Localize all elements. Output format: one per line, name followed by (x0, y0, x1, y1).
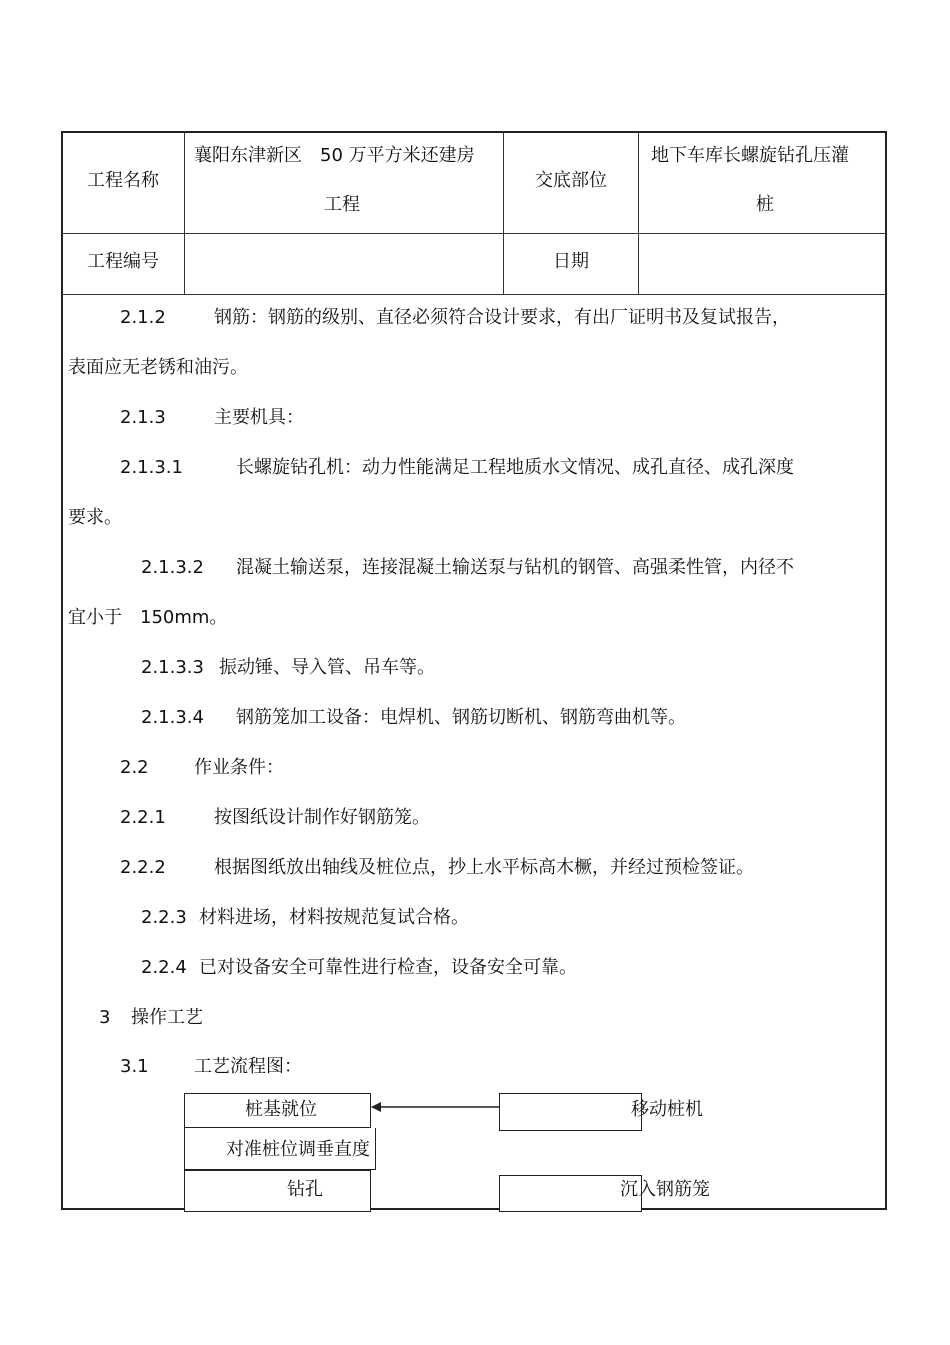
item-num: 2.2.1 (120, 807, 166, 828)
item-text: 根据图纸放出轴线及桩位点，抄上水平标高木橛，并经过预检签证。 (214, 857, 754, 878)
date-label: 日期 (553, 251, 589, 272)
section-title: 操作工艺 (131, 1007, 203, 1028)
item-num: 2.2.4 (141, 957, 187, 978)
flow-label-sink-cage: 沉入钢筋笼 (620, 1179, 710, 1200)
item-num: 2.2.2 (120, 857, 166, 878)
project-number-label: 工程编号 (87, 251, 159, 272)
item-text: 按图纸设计制作好钢筋笼。 (214, 807, 430, 828)
project-name-line2: 工程 (324, 194, 360, 215)
item-num: 3.1 (120, 1056, 149, 1077)
item-text: 宜小于 150mm。 (68, 607, 228, 628)
location-line2: 桩 (756, 194, 774, 215)
item-text: 主要机具： (214, 407, 304, 428)
flow-label-pile-positioning: 桩基就位 (245, 1099, 317, 1120)
item-text: 振动锤、导入管、吊车等。 (219, 657, 435, 678)
header-row-divider (62, 233, 886, 234)
item-num: 2.1.3 (120, 407, 166, 428)
flow-label-drilling: 钻孔 (287, 1179, 323, 1200)
item-num: 2.1.3.1 (120, 457, 183, 478)
item-text: 材料进场，材料按规范复试合格。 (199, 907, 469, 928)
item-text: 作业条件： (194, 757, 284, 778)
item-text: 表面应无老锈和油污。 (68, 357, 248, 378)
header-bottom-divider (62, 294, 886, 295)
item-num: 2.1.2 (120, 307, 166, 328)
flow-box-drilling (184, 1170, 371, 1212)
project-name-label: 工程名称 (87, 170, 159, 191)
section-num: 3 (99, 1007, 111, 1028)
item-text: 要求。 (68, 507, 122, 528)
item-text: 混凝土输送泵，连接混凝土输送泵与钻机的钢管、高强柔性管，内径不 (236, 557, 794, 578)
flow-arrow-left-icon (360, 1096, 502, 1116)
item-num: 2.1.3.4 (141, 707, 204, 728)
header-col-divider-3 (638, 132, 639, 294)
item-text: 已对设备安全可靠性进行检查，设备安全可靠。 (199, 957, 577, 978)
flow-box-move-rig (499, 1093, 642, 1131)
header-col-divider-1 (184, 132, 185, 294)
flow-label-align-vertical: 对准桩位调垂直度 (226, 1139, 370, 1160)
item-num: 2.2.3 (141, 907, 187, 928)
item-num: 2.1.3.3 (141, 657, 204, 678)
item-text: 钢筋：钢筋的级别、直径必须符合设计要求，有出厂证明书及复试报告， (214, 307, 790, 328)
item-num: 2.2 (120, 757, 149, 778)
project-name-line1: 襄阳东津新区 50 万平方米还建房 (194, 145, 475, 166)
item-text: 工艺流程图： (194, 1056, 302, 1077)
item-num: 2.1.3.2 (141, 557, 204, 578)
location-label: 交底部位 (535, 170, 607, 191)
item-text: 钢筋笼加工设备：电焊机、钢筋切断机、钢筋弯曲机等。 (236, 707, 686, 728)
location-line1: 地下车库长螺旋钻孔压灌 (651, 145, 849, 166)
item-text: 长螺旋钻孔机：动力性能满足工程地质水文情况、成孔直径、成孔深度 (236, 457, 794, 478)
flow-label-move-rig: 移动桩机 (631, 1099, 703, 1120)
